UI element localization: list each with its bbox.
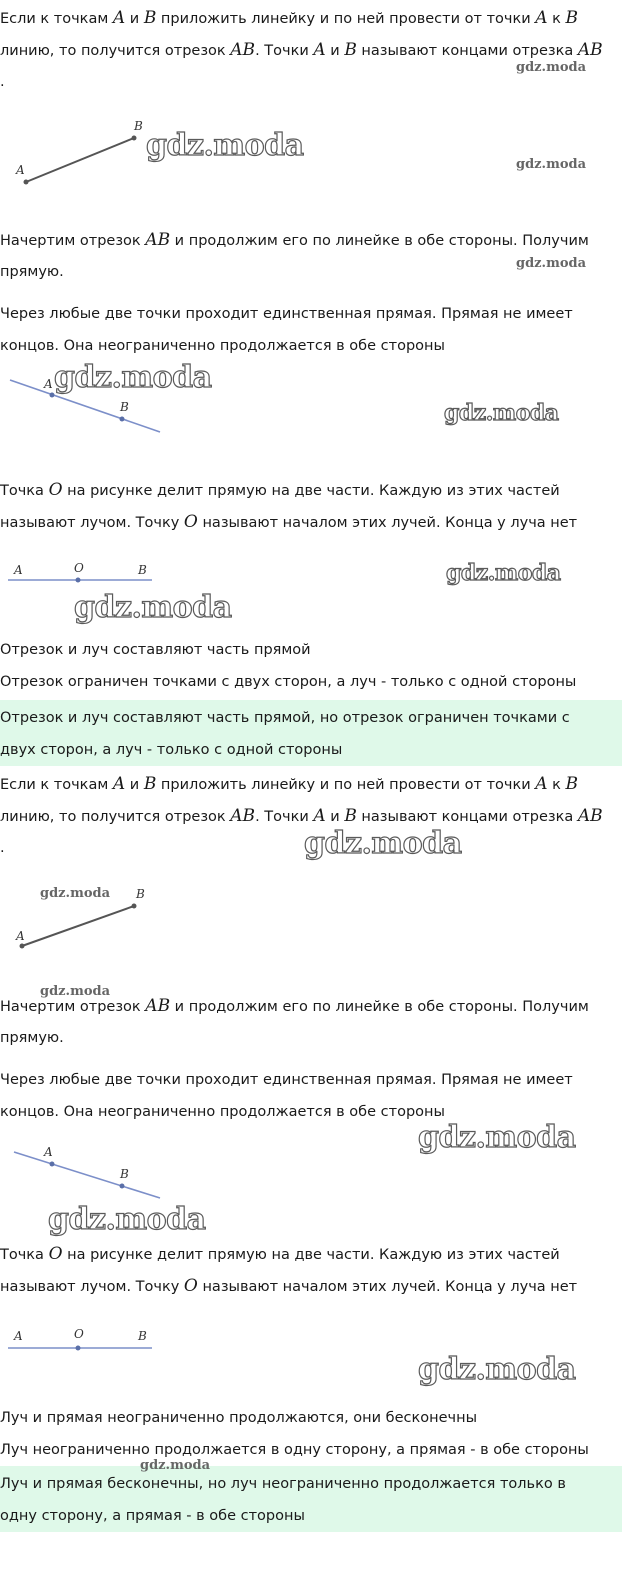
paragraph-segment-definition-repeat: Если к точкам A и B приложить линейку и по ней провести от точки A к B bbox=[0, 774, 579, 794]
paragraph-ray-line-common: Луч и прямая неограниченно продолжаются, они бесконечны bbox=[0, 1410, 478, 1426]
label-b: B bbox=[120, 1167, 129, 1181]
watermark-text: gdz.moda bbox=[444, 400, 559, 426]
watermark-text: gdz.moda bbox=[54, 360, 212, 395]
watermark-text: gdz.moda bbox=[74, 590, 232, 625]
watermark-text: gdz.moda bbox=[418, 1120, 576, 1155]
watermark-text: gdz.moda bbox=[140, 1458, 211, 1473]
label-b: B bbox=[134, 119, 143, 133]
watermark-text: gdz.moda bbox=[418, 1352, 576, 1387]
paragraph-period: . bbox=[0, 74, 5, 90]
watermark-text: gdz.moda bbox=[446, 560, 561, 586]
watermark-text: gdz.moda bbox=[516, 157, 587, 172]
answer-1-line1: Отрезок и луч составляют часть прямой, но отрезок ограничен точками с bbox=[0, 710, 570, 726]
point-b bbox=[120, 1184, 125, 1189]
paragraph-period-repeat: . bbox=[0, 840, 5, 856]
watermark-text: gdz.moda bbox=[40, 886, 111, 901]
answer-2-line2: одну сторону, а прямая - в обе стороны bbox=[0, 1508, 305, 1524]
paragraph-draw-line: Начертим отрезок AB и продолжим его по линейке в обе стороны. Получим bbox=[0, 230, 589, 250]
paragraph-segment-definition-repeat-line2: линию, то получится отрезок AB. Точки A и B называют концами отрезка AB bbox=[0, 806, 603, 826]
label-a: A bbox=[16, 929, 25, 943]
paragraph-ray: Точка O на рисунке делит прямую на две части. Каждую из этих частей bbox=[0, 480, 560, 500]
line-ab-figure-repeat bbox=[0, 1136, 170, 1204]
paragraph-draw-line-repeat: Начертим отрезок AB и продолжим его по линейке в обе стороны. Получим bbox=[0, 996, 589, 1016]
watermark-text: gdz.moda bbox=[48, 1202, 206, 1237]
watermark-text: gdz.moda bbox=[516, 256, 587, 271]
label-b: B bbox=[138, 563, 147, 577]
paragraph-unique-line-repeat-2: концов. Она неограниченно продолжается в обе стороны bbox=[0, 1104, 445, 1120]
watermark-text: gdz.moda bbox=[304, 826, 462, 861]
label-b: B bbox=[136, 887, 145, 901]
point-b bbox=[132, 904, 137, 909]
ray-figure-repeat bbox=[0, 1322, 160, 1362]
segment-line bbox=[26, 138, 134, 182]
label-o: O bbox=[74, 561, 84, 575]
answer-1-line2: двух сторон, а луч - только с одной стороны bbox=[0, 742, 343, 758]
label-b: B bbox=[120, 400, 129, 414]
segment-ab-figure bbox=[0, 112, 160, 188]
point-o bbox=[76, 1346, 81, 1351]
paragraph-ray-line2: называют лучом. Точку O называют началом этих лучей. Конца у луча нет bbox=[0, 512, 578, 532]
point-a bbox=[20, 944, 25, 949]
paragraph-segment-ray-diff: Отрезок ограничен точками с двух сторон, а луч - только с одной стороны bbox=[0, 674, 577, 690]
paragraph-segment-ray-common: Отрезок и луч составляют часть прямой bbox=[0, 642, 311, 658]
label-a: A bbox=[44, 1145, 53, 1159]
point-a bbox=[50, 1162, 55, 1167]
answer-2-line1: Луч и прямая бесконечны, но луч неограниченно продолжается только в bbox=[0, 1476, 566, 1492]
paragraph-ray-line-diff: Луч неограниченно продолжается в одну сторону, а прямая - в обе стороны bbox=[0, 1442, 589, 1458]
watermark-text: gdz.moda bbox=[146, 128, 304, 163]
point-a bbox=[24, 180, 29, 185]
paragraph-unique-line: Через любые две точки проходит единственная прямая. Прямая не имеет bbox=[0, 306, 573, 322]
watermark-text: gdz.moda bbox=[516, 60, 587, 75]
watermark-text: gdz.moda bbox=[40, 984, 111, 999]
straight-line bbox=[14, 1152, 160, 1198]
paragraph-ray-repeat: Точка O на рисунке делит прямую на две части. Каждую из этих частей bbox=[0, 1244, 560, 1264]
paragraph-segment-definition: Если к точкам A и B приложить линейку и по ней провести от точки A к B bbox=[0, 8, 579, 28]
point-b bbox=[120, 417, 125, 422]
paragraph-ray-repeat-line2: называют лучом. Точку O называют началом этих лучей. Конца у луча нет bbox=[0, 1276, 578, 1296]
label-o: O bbox=[74, 1327, 84, 1341]
paragraph-draw-line-repeat-line2: прямую. bbox=[0, 1030, 64, 1046]
segment-line bbox=[22, 906, 134, 946]
label-a: A bbox=[16, 163, 25, 177]
point-b bbox=[132, 136, 137, 141]
paragraph-draw-line-line2: прямую. bbox=[0, 264, 64, 280]
paragraph-segment-definition-line2: линию, то получится отрезок AB. Точки A и B называют концами отрезка AB bbox=[0, 40, 603, 60]
paragraph-unique-line-2: концов. Она неограниченно продолжается в обе стороны bbox=[0, 338, 445, 354]
label-b: B bbox=[138, 1329, 147, 1343]
point-o bbox=[76, 578, 81, 583]
label-a: A bbox=[14, 1329, 23, 1343]
label-a: A bbox=[44, 377, 53, 391]
label-a: A bbox=[14, 563, 23, 577]
paragraph-unique-line-repeat: Через любые две точки проходит единственная прямая. Прямая не имеет bbox=[0, 1072, 573, 1088]
